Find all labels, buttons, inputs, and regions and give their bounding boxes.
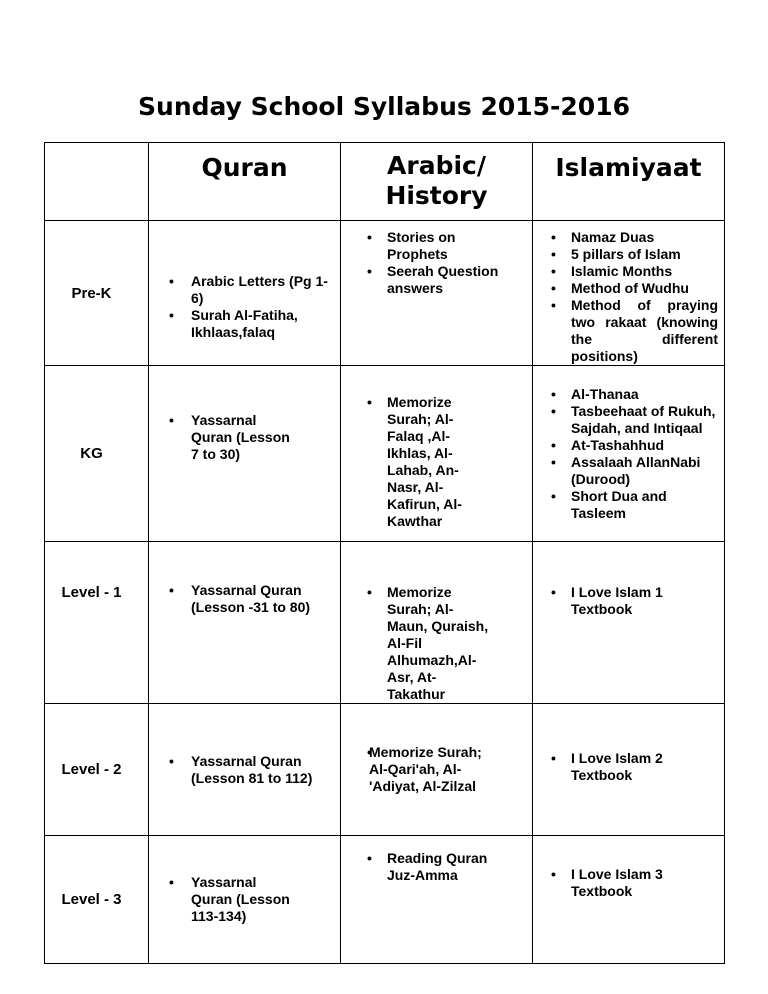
quran-cell bbox=[149, 704, 341, 836]
islamiyaat-cell bbox=[533, 704, 725, 836]
list-item: • Method of praying two rakaat (knowing the different positions) bbox=[533, 297, 724, 365]
list-item: • At-Tashahhud bbox=[533, 437, 716, 454]
list-item: • Surah Al-Fatiha, Ikhlaas,falaq bbox=[149, 307, 340, 341]
quran-cell bbox=[149, 542, 341, 704]
list-item: • Memorize Surah; Al-Qari'ah, Al-'Adiyat, Al-Zilzal bbox=[341, 744, 492, 795]
table-row bbox=[45, 366, 725, 542]
level-label: Level - 3 bbox=[45, 836, 149, 964]
header-islamiyaat: Islamiyaat bbox=[533, 143, 725, 221]
list-item: • Yassarnal Quran (Lesson -31 to 80) bbox=[149, 582, 320, 616]
arabic-cell bbox=[341, 704, 533, 836]
header-quran: Quran bbox=[149, 143, 341, 221]
level-label: Pre-K bbox=[45, 221, 149, 366]
page-title: Sunday School Syllabus 2015-2016 bbox=[138, 92, 630, 121]
arabic-cell bbox=[341, 836, 533, 964]
quran-cell bbox=[149, 221, 341, 366]
level-label: KG bbox=[45, 366, 149, 542]
quran-cell bbox=[149, 366, 341, 542]
list-item: • Method of Wudhu bbox=[533, 280, 724, 297]
arabic-cell bbox=[341, 542, 533, 704]
list-item: • Yassarnal Quran (Lesson 81 to 112) bbox=[149, 753, 330, 787]
table-row bbox=[45, 221, 725, 366]
list-item: • Islamic Months bbox=[533, 263, 724, 280]
list-item: • Memorize Surah; Al-Maun, Quraish, Al-Fil Alhumazh,Al-Asr, At-Takathur bbox=[341, 584, 492, 703]
list-item: • Arabic Letters (Pg 1-6) bbox=[149, 273, 340, 307]
header-arabic-history: Arabic/ History bbox=[341, 143, 533, 221]
table-row bbox=[45, 704, 725, 836]
islamiyaat-cell bbox=[533, 221, 725, 366]
list-item: • I Love Islam 3 Textbook bbox=[533, 866, 674, 900]
list-item: • Tasbeehaat of Rukuh, Sajdah, and Intiqaal bbox=[533, 403, 716, 437]
list-item: • Al-Thanaa bbox=[533, 386, 716, 403]
list-item: • Yassarnal Quran (Lesson 113-134) bbox=[149, 874, 300, 925]
arabic-cell bbox=[341, 366, 533, 542]
list-item: • Yassarnal Quran (Lesson 7 to 30) bbox=[149, 412, 300, 463]
list-item: • Short Dua and Tasleem bbox=[533, 488, 716, 522]
list-item: • I Love Islam 2 Textbook bbox=[533, 750, 674, 784]
list-item: • Stories on Prophets bbox=[341, 229, 512, 263]
quran-cell bbox=[149, 836, 341, 964]
arabic-cell bbox=[341, 221, 533, 366]
list-item: • Memorize Surah; Al-Falaq ,Al-Ikhlas, Al-Lahab, An-Nasr, Al-Kafirun, Al-Kawthar bbox=[341, 394, 476, 530]
list-item: • Namaz Duas bbox=[533, 229, 724, 246]
list-item: • Assalaah AllanNabi (Durood) bbox=[533, 454, 716, 488]
list-item: • I Love Islam 1 Textbook bbox=[533, 584, 674, 618]
list-item: • Seerah Question answers bbox=[341, 263, 512, 297]
syllabus-table bbox=[44, 142, 725, 964]
list-item: • Reading Quran Juz-Amma bbox=[341, 850, 492, 884]
table-row bbox=[45, 542, 725, 704]
level-label: Level - 2 bbox=[45, 704, 149, 836]
islamiyaat-cell bbox=[533, 366, 725, 542]
header-row bbox=[45, 143, 725, 221]
level-label: Level - 1 bbox=[45, 542, 149, 704]
header-blank bbox=[45, 143, 149, 221]
list-item: • 5 pillars of Islam bbox=[533, 246, 724, 263]
islamiyaat-cell bbox=[533, 836, 725, 964]
table-row bbox=[45, 836, 725, 964]
islamiyaat-cell bbox=[533, 542, 725, 704]
